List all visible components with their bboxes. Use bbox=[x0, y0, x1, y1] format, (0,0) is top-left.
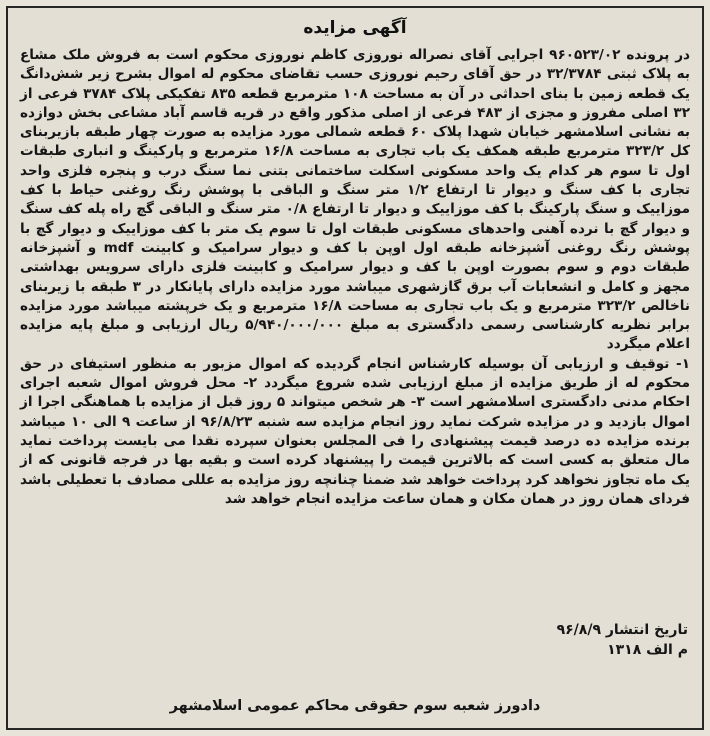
notice-title: آگهی مزایده bbox=[303, 18, 407, 38]
notice-meta bbox=[557, 620, 688, 660]
notice-paragraph-conditions: ۱- توقیف و ارزیابی آن بوسیله کارشناس انجام گردیده که اموال مزبور به منظور استیفای در حق محکوم له از طریق مزایده از مبلغ ارزیابی شده شروع میگردد ۲- محل فروش اموال شعبه اجرای احکام مدنی دادگستری اسلامشهر است ۳- هر شخص میتواند ۵ روز قبل از مزایده با هماهنگی اجرا از اموال بازدید و در مزایده شرکت نماید روز انجام مزایده سه شنبه ۹۶/۸/۲۳ از ساعت ۹ الی ۱۰ میباشد برنده مزایده ده درصد قیمت پیشنهادی را فی المجلس بعنوان سپرده نقدا می بایست پرداخت نماید مال متعلق به کسی است که بالاترین قیمت را پیشنهاد کرده است و بقیه بها در فرجه قانونی که از یک ماه تجاوز نخواهد کرد پرداخت خواهد شد ضمنا چنانچه روز مزایده به عللی مصادف با تعطیلی باشد فردای همان روز در همان مکان و همان ساعت مزایده انجام خواهد شد bbox=[20, 355, 691, 507]
notice-signature: دادورز شعبه سوم حقوقی محاکم عمومی اسلامشهر bbox=[169, 698, 541, 714]
notice-code: م الف ۱۳۱۸ bbox=[607, 642, 688, 658]
publish-date: تاریخ انتشار ۹۶/۸/۹ bbox=[556, 622, 688, 638]
notice-paragraph-property: در پرونده ۹۶۰۵۲۳/۰۲ اجرایی آقای نصراله نوروزی کاظم نوروزی محکوم است به فروش ملک مشاع به پلاک ثبتی ۳۲/۳۷۸۴ در حق آقای رحیم نوروزی حسب تقاضای محکوم له اموال بشرح زیر شش‌دانگ یک قطعه زمین با بنای احداثی در آن به مساحت ۱۰۸ مترمربع قطعه ۸۳۵ تفکیکی پلاک ۳۷۸۴ فرعی از ۳۲ اصلی مفروز و مجزی از ۴۸۳ فرعی از اصلی مذکور واقع در قریه قاسم آباد مشاعی بخش دوازده به نشانی اسلامشهر خیابان شهدا پلاک ۶۰ قطعه شمالی مورد مزایده به صورت چهار طبقه بازیربنای کل ۳۲۳/۲ مترمربع طبقه همکف یک باب تجاری به مساحت ۱۶/۸ مترمربع و پارکینگ و انباری طبقات اول تا سوم هر کدام یک واحد مسکونی اسکلت ساختمانی بتنی نما سنگ درب و پنجره فلزی واحد تجاری با کف سنگ و دیوار تا ارتفاع ۱/۲ متر سنگ و الباقی با پوشش رنگ روغنی حیاط با کف موزاییک و سنگ پارکینگ با کف موزاییک و دیوار تا ارتفاع ۰/۸ متر سنگ و الباقی گچ راه پله کف سنگ و دیوار گچ با نرده آهنی واحدهای مسکونی طبقات اول تا سوم یک متر با کف موزاییک و دیوار گچ با پوشش رنگ روغنی آشپزخانه طبقه اول اوپن با کف و دیوار سرامیک و کابینت mdf و آشپزخانه طبقات دوم و سوم بصورت اوپن با کف و دیوار سرامیک و کابینت فلزی دارای سرویس بهداشتی مجهز و کامل و انشعابات آب برق گازشهری میباشد مورد مزایده دارای پایانکار در ۳ طبقه با زیربنای ناخالص ۳۲۳/۲ مترمربع و یک باب تجاری به مساحت ۱۶/۸ مترمربع و یک خرپشته میباشد مورد مزایده برابر نظریه کارشناسی رسمی دادگستری به مبلغ ۵/۹۴۰/۰۰۰/۰۰۰ ریال ارزیابی و مبلغ پایه مزایده اعلام میگردد bbox=[20, 47, 690, 353]
notice-body bbox=[20, 46, 690, 509]
newspaper-clipping bbox=[6, 6, 704, 730]
